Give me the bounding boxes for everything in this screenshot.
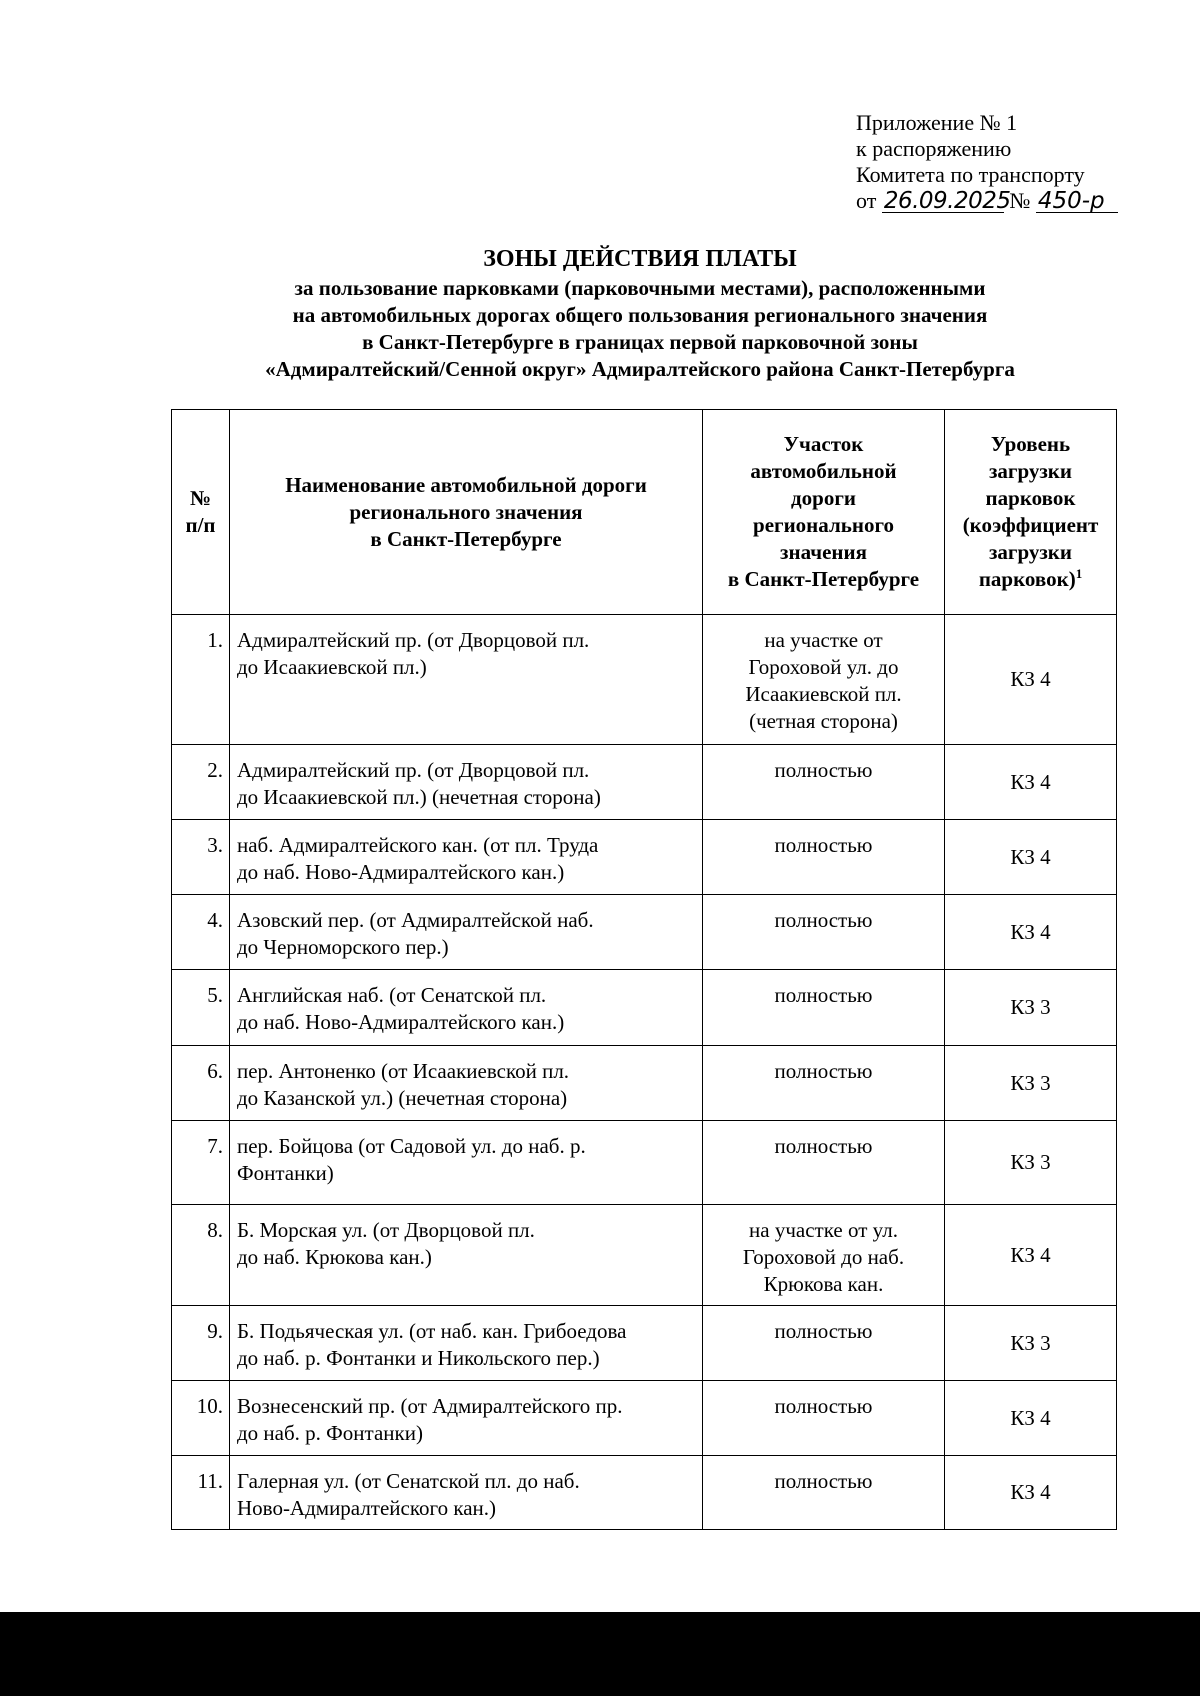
footnote-marker: 1 [1075, 566, 1083, 581]
table-row [172, 1381, 1117, 1456]
road-section-line: полностью [774, 758, 873, 782]
appendix-line-2: к распоряжению [856, 136, 1012, 161]
load-level-cell: КЗ 4 [945, 1456, 1117, 1530]
document-title: ЗОНЫ ДЕЙСТВИЯ ПЛАТЫ [483, 246, 797, 272]
appendix-date-line [856, 188, 1118, 214]
header-load-level [945, 410, 1117, 615]
road-name-line: Вознесенский пр. (от Адмиралтейского пр. [237, 1394, 623, 1418]
number-label: № [1009, 188, 1031, 213]
table-row [172, 1046, 1117, 1121]
road-section-cell [703, 1306, 945, 1381]
road-name-line: Адмиралтейский пр. (от Дворцовой пл. [237, 628, 590, 652]
road-name-line: до наб. р. Фонтанки и Никольского пер.) [237, 1346, 600, 1370]
road-section-line: полностью [774, 1059, 873, 1083]
road-section-cell [703, 820, 945, 895]
parking-zones-table [171, 409, 1117, 1530]
table-row [172, 745, 1117, 820]
road-section-line: полностью [774, 908, 873, 932]
road-name-line: Б. Подьяческая ул. (от наб. кан. Грибоедова [237, 1319, 627, 1343]
row-number: 4. [172, 895, 230, 970]
row-number: 2. [172, 745, 230, 820]
road-name-line: Фонтанки) [237, 1161, 334, 1185]
road-section-cell [703, 745, 945, 820]
road-section-line: Гороховой ул. до [748, 655, 899, 679]
row-number: 11. [172, 1456, 230, 1530]
road-name-line: до Исаакиевской пл.) [237, 655, 427, 679]
road-section-line: полностью [774, 983, 873, 1007]
road-section-line: Исаакиевской пл. [745, 682, 902, 706]
road-name-line: Английская наб. (от Сенатской пл. [237, 983, 547, 1007]
header-section-line: регионального [753, 513, 894, 537]
road-name-line: до Исаакиевской пл.) (нечетная сторона) [237, 785, 601, 809]
load-level-cell: КЗ 3 [945, 1121, 1117, 1205]
subtitle-line: в Санкт-Петербурге в границах первой парковочной зоны [362, 330, 918, 354]
road-name-line: наб. Адмиралтейского кан. (от пл. Труда [237, 833, 599, 857]
header-road-name [230, 410, 703, 615]
table-row [172, 1121, 1117, 1205]
road-name-cell [230, 615, 703, 745]
load-level-cell: КЗ 3 [945, 1046, 1117, 1121]
road-name-cell [230, 1381, 703, 1456]
road-name-line: до наб. Ново-Адмиралтейского кан.) [237, 860, 565, 884]
road-name-cell [230, 1456, 703, 1530]
road-section-cell [703, 1456, 945, 1530]
road-name-line: Галерная ул. (от Сенатской пл. до наб. [237, 1469, 580, 1493]
header-level-line: Уровень [990, 432, 1071, 456]
load-level-cell: КЗ 4 [945, 1205, 1117, 1306]
row-number: 7. [172, 1121, 230, 1205]
road-name-line: пер. Бойцова (от Садовой ул. до наб. р. [237, 1134, 586, 1158]
road-section-line: полностью [774, 1394, 873, 1418]
appendix-line-1: Приложение № 1 [856, 110, 1018, 135]
from-label: от [856, 188, 877, 213]
load-level-cell: КЗ 4 [945, 895, 1117, 970]
load-level-cell: КЗ 4 [945, 745, 1117, 820]
road-name-cell [230, 895, 703, 970]
road-name-line: Адмиралтейский пр. (от Дворцовой пл. [237, 758, 590, 782]
road-name-cell [230, 1121, 703, 1205]
appendix-line-3: Комитета по транспорту [856, 162, 1085, 187]
road-name-line: до Казанской ул.) (нечетная сторона) [237, 1086, 568, 1110]
row-number: 9. [172, 1306, 230, 1381]
road-name-line: Ново-Адмиралтейского кан.) [237, 1496, 497, 1520]
header-level-line [949, 566, 1112, 593]
row-number: 5. [172, 970, 230, 1046]
table-row [172, 1456, 1117, 1530]
table-row [172, 895, 1117, 970]
load-level-cell: КЗ 4 [945, 1381, 1117, 1456]
header-section-line: Участок [783, 432, 864, 456]
road-section-line: на участке от ул. [749, 1218, 898, 1242]
road-section-cell [703, 970, 945, 1046]
table-header-row [172, 410, 1117, 615]
table-row [172, 820, 1117, 895]
load-level-cell: КЗ 4 [945, 820, 1117, 895]
road-section-line: Гороховой до наб. [742, 1245, 905, 1269]
road-name-line: до Черноморского пер.) [237, 935, 449, 959]
header-road-name-line: Наименование автомобильной дороги [285, 472, 647, 497]
road-name-line: до наб. р. Фонтанки) [237, 1421, 423, 1445]
document-title-block [170, 243, 1110, 383]
header-level-text: парковок) [978, 567, 1076, 591]
road-section-cell [703, 1046, 945, 1121]
header-level-line: загрузки [988, 540, 1072, 564]
road-name-line: до наб. Ново-Адмиралтейского кан.) [237, 1010, 565, 1034]
table-row [172, 1205, 1117, 1306]
road-section-cell [703, 895, 945, 970]
header-level-line: (коэффициент [962, 513, 1099, 537]
header-section-line: дороги [791, 486, 856, 510]
subtitle-line: за пользование парковками (парковочными местами), расположенными [294, 276, 986, 300]
subtitle-line: «Адмиралтейский/Сенной округ» Адмиралтейского района Санкт-Петербурга [265, 357, 1015, 381]
road-section-line: (четная сторона) [749, 709, 898, 733]
row-number: 10. [172, 1381, 230, 1456]
header-section-line: в Санкт-Петербурге [727, 567, 920, 591]
road-section-line: полностью [774, 1469, 873, 1493]
road-section-line: полностью [774, 1134, 873, 1158]
road-section-cell [703, 615, 945, 745]
road-section-cell [703, 1381, 945, 1456]
load-level-cell: КЗ 3 [945, 970, 1117, 1046]
road-name-line: Азовский пер. (от Адмиралтейской наб. [237, 908, 594, 932]
header-number-line: п/п [185, 513, 216, 537]
road-name-cell [230, 1205, 703, 1306]
row-number: 3. [172, 820, 230, 895]
road-section-cell [703, 1121, 945, 1205]
header-road-name-line: в Санкт-Петербурге [370, 526, 562, 551]
table-body [172, 615, 1117, 1530]
road-section-line: Крюкова кан. [763, 1272, 884, 1296]
scan-bottom-bar [0, 1612, 1200, 1696]
road-name-line: до наб. Крюкова кан.) [237, 1245, 432, 1269]
load-level-cell: КЗ 4 [945, 615, 1117, 745]
road-name-cell [230, 820, 703, 895]
header-road-section [703, 410, 945, 615]
row-number: 6. [172, 1046, 230, 1121]
header-level-line: парковок [985, 486, 1076, 510]
header-number [172, 410, 230, 615]
road-section-line: полностью [774, 833, 873, 857]
table-row [172, 615, 1117, 745]
table-row [172, 970, 1117, 1046]
header-section-line: значения [780, 540, 867, 564]
road-section-line: на участке от [764, 628, 883, 652]
road-name-cell [230, 1306, 703, 1381]
handwritten-date: 26.09.2025 [883, 188, 1011, 214]
header-road-name-line: регионального значения [349, 499, 583, 524]
road-name-cell [230, 970, 703, 1046]
header-number-line: № [189, 486, 212, 510]
road-name-cell [230, 1046, 703, 1121]
load-level-cell: КЗ 3 [945, 1306, 1117, 1381]
header-level-line: загрузки [988, 459, 1072, 483]
row-number: 8. [172, 1205, 230, 1306]
header-section-line: автомобильной [750, 459, 897, 483]
appendix-block [856, 110, 1118, 214]
row-number: 1. [172, 615, 230, 745]
road-name-cell [230, 745, 703, 820]
handwritten-number: 450-р [1036, 190, 1118, 213]
road-name-line: Б. Морская ул. (от Дворцовой пл. [237, 1218, 535, 1242]
road-name-line: пер. Антоненко (от Исаакиевской пл. [237, 1059, 570, 1083]
road-section-cell [703, 1205, 945, 1306]
table-row [172, 1306, 1117, 1381]
subtitle-line: на автомобильных дорогах общего пользования регионального значения [292, 303, 988, 327]
road-section-line: полностью [774, 1319, 873, 1343]
